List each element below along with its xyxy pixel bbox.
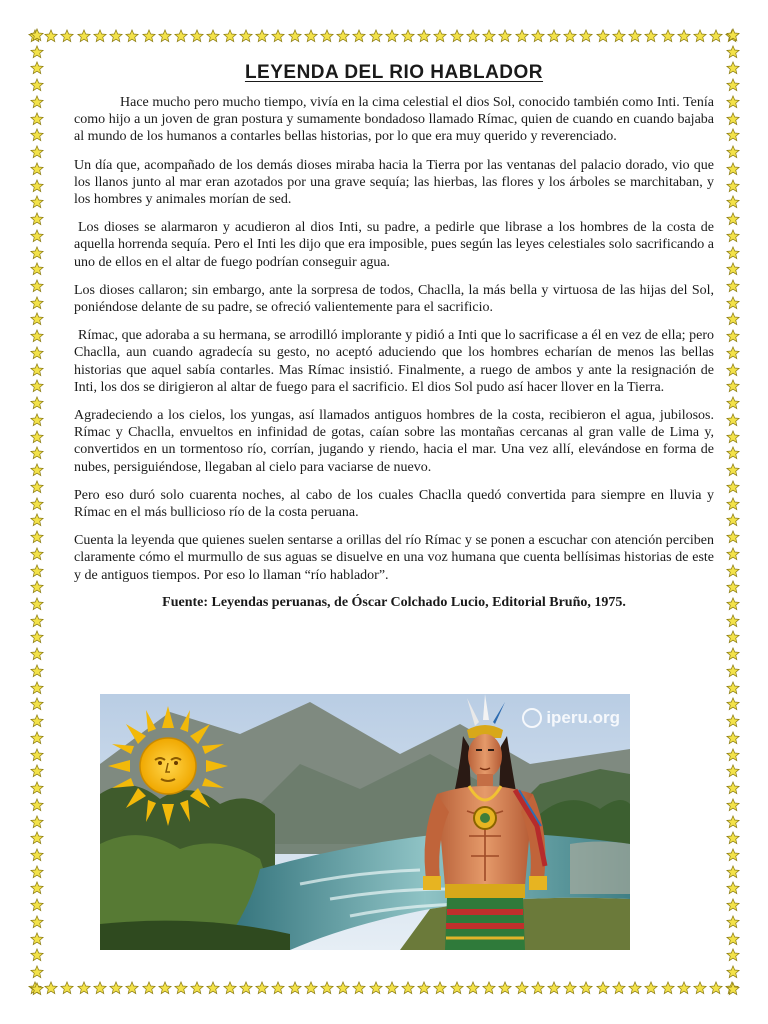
star-icon	[109, 29, 123, 43]
star-icon	[693, 981, 707, 995]
star-icon	[30, 112, 44, 126]
star-icon	[726, 748, 740, 762]
star-icon	[726, 630, 740, 644]
star-icon	[288, 981, 302, 995]
star-icon	[30, 346, 44, 360]
star-icon	[30, 630, 44, 644]
star-icon	[466, 981, 480, 995]
star-icon	[30, 530, 44, 544]
star-icon	[726, 463, 740, 477]
star-icon	[320, 981, 334, 995]
star-icon	[30, 781, 44, 795]
star-icon	[30, 815, 44, 829]
star-icon	[726, 681, 740, 695]
star-icon	[30, 597, 44, 611]
star-icon	[726, 580, 740, 594]
star-icon	[352, 981, 366, 995]
paragraph-5: Rímac, que adoraba a su hermana, se arrodilló implorante y pidió a Inti que lo sacrificase a él en vez de ella; pero Chaclla, aun cuando agradecía su gesto, no aceptó aduciendo que los hombres echarían de menos las bellas historias que aquel sabía contarles. Mas Rímac insistió. Finalmente, a ruego de ambos y ante la resignación de Inti, los dos se dirigieron al altar de fuego para el sacrificio. El dios Sol pudo así hacer llover en la Tierra.	[74, 328, 714, 395]
star-icon	[158, 981, 172, 995]
star-icon	[726, 865, 740, 879]
star-icon	[726, 798, 740, 812]
star-icon	[726, 61, 740, 75]
star-icon	[515, 29, 529, 43]
star-icon	[726, 547, 740, 561]
star-icon	[239, 29, 253, 43]
star-icon	[30, 179, 44, 193]
star-icon	[726, 530, 740, 544]
star-icon	[563, 981, 577, 995]
star-icon	[726, 246, 740, 260]
star-icon	[30, 697, 44, 711]
star-icon	[726, 396, 740, 410]
star-icon	[30, 647, 44, 661]
star-icon	[288, 29, 302, 43]
star-icon	[531, 29, 545, 43]
star-border-right	[722, 28, 744, 996]
star-icon	[30, 195, 44, 209]
star-icon	[726, 714, 740, 728]
star-icon	[304, 981, 318, 995]
star-icon	[174, 981, 188, 995]
star-icon	[336, 981, 350, 995]
star-icon	[190, 981, 204, 995]
star-icon	[30, 363, 44, 377]
star-icon	[726, 881, 740, 895]
star-icon	[726, 647, 740, 661]
star-icon	[336, 29, 350, 43]
star-icon	[30, 480, 44, 494]
star-icon	[30, 246, 44, 260]
star-icon	[482, 29, 496, 43]
star-icon	[30, 831, 44, 845]
star-icon	[239, 981, 253, 995]
star-icon	[30, 145, 44, 159]
star-icon	[726, 229, 740, 243]
iperu-watermark	[522, 708, 620, 728]
star-icon	[60, 981, 74, 995]
star-icon	[30, 915, 44, 929]
star-icon	[726, 480, 740, 494]
star-icon	[30, 614, 44, 628]
star-icon	[498, 29, 512, 43]
star-icon	[30, 162, 44, 176]
star-icon	[726, 982, 740, 996]
star-icon	[726, 614, 740, 628]
star-icon	[726, 329, 740, 343]
star-icon	[726, 262, 740, 276]
star-icon	[726, 162, 740, 176]
star-icon	[644, 29, 658, 43]
star-icon	[206, 981, 220, 995]
paragraph-3: Los dioses se alarmaron y acudieron al dios Inti, su padre, a pedirle que librase a los hombres de la costa de aquella horrenda sequía. Pero el Inti les dijo que era imposible, pues según las leyes celestiales solo sacrificando a uno de ellos en el altar de fuego podrían conseguir agua.	[74, 220, 714, 270]
star-icon	[255, 29, 269, 43]
star-icon	[30, 965, 44, 979]
star-icon	[30, 681, 44, 695]
rimac-river-illustration	[100, 694, 630, 950]
star-icon	[30, 212, 44, 226]
star-icon	[726, 78, 740, 92]
star-icon	[726, 212, 740, 226]
star-icon	[401, 29, 415, 43]
star-icon	[726, 497, 740, 511]
star-icon	[726, 296, 740, 310]
star-icon	[466, 29, 480, 43]
star-icon	[726, 346, 740, 360]
star-icon	[726, 848, 740, 862]
star-icon	[30, 128, 44, 142]
star-icon	[223, 981, 237, 995]
star-icon	[401, 981, 415, 995]
paragraph-8: Cuenta la leyenda que quienes suelen sentarse a orillas del río Rímac y se ponen a escuchar con atención perciben claramente cómo el murmullo de sus aguas se disuelve en una voz humana que cuenta bellísimas historias de este y de antiguos tiempos. Por eso lo llaman “río hablador”.	[74, 533, 714, 583]
star-icon	[726, 965, 740, 979]
star-icon	[515, 981, 529, 995]
star-icon	[30, 329, 44, 343]
star-icon	[30, 564, 44, 578]
star-icon	[30, 948, 44, 962]
paragraph-2: Un día que, acompañado de los demás dioses miraba hacia la Tierra por las ventanas del palacio dorado, vio que los llanos junto al mar eran azotados por una grave sequía; las hierbas, las flores y los árboles se marchitaban, y los hombres y animales morían de sed.	[74, 157, 714, 208]
star-icon	[482, 981, 496, 995]
illustration-scene	[100, 694, 630, 950]
star-icon	[450, 29, 464, 43]
paragraph-4: Los dioses callaron; sin embargo, ante la sorpresa de todos, Chaclla, la más bella y virtuosa de las hijas del Sol, poniéndose delante de su padre, se ofreció valientemente para el sacrificio.	[74, 282, 714, 316]
star-icon	[30, 279, 44, 293]
star-icon	[30, 28, 44, 42]
star-icon	[30, 848, 44, 862]
star-icon	[369, 981, 383, 995]
star-icon	[726, 564, 740, 578]
star-border-top	[28, 25, 740, 47]
star-icon	[726, 279, 740, 293]
star-icon	[612, 29, 626, 43]
star-icon	[726, 731, 740, 745]
star-icon	[726, 363, 740, 377]
star-icon	[30, 664, 44, 678]
star-icon	[726, 430, 740, 444]
star-icon	[142, 981, 156, 995]
star-icon	[93, 981, 107, 995]
star-icon	[30, 547, 44, 561]
star-icon	[77, 981, 91, 995]
star-icon	[563, 29, 577, 43]
star-icon	[30, 396, 44, 410]
star-icon	[433, 981, 447, 995]
star-icon	[726, 446, 740, 460]
star-icon	[30, 865, 44, 879]
star-icon	[30, 379, 44, 393]
star-icon	[30, 312, 44, 326]
star-icon	[174, 29, 188, 43]
star-icon	[596, 981, 610, 995]
star-icon	[30, 446, 44, 460]
star-icon	[677, 29, 691, 43]
star-icon	[579, 981, 593, 995]
star-icon	[352, 29, 366, 43]
star-border-bottom	[28, 977, 740, 999]
star-icon	[661, 981, 675, 995]
star-icon	[726, 664, 740, 678]
paragraph-1: Hace mucho pero mucho tiempo, vivía en la cima celestial el dios Sol, conocido también como Inti. Tenía como hijo a un joven de gran postura y sumamente bondadoso llamado Rímac, quien de cuando en cuando bajaba al mundo de los humanos a contarles bellas historias, por lo que era muy querido y reverenciado.	[74, 95, 714, 145]
paragraph-6: Agradeciendo a los cielos, los yungas, así llamados antiguos hombres de la costa, recibieron el agua, jubilosos. Rímac y Chaclla, envueltos en infinidad de gotas, caían sobre las montañas cercanas al gran valle de Lima y, convertidos en un tormentoso río, corrían, jugando y riendo, hacia el mar. Una vez allí, elevándose en forma de nubes, persiguiéndose, llegaban al cielo para vaciarse de nuevo.	[74, 408, 714, 475]
iperu-logo-icon	[522, 708, 542, 728]
star-icon	[30, 881, 44, 895]
star-icon	[726, 781, 740, 795]
star-icon	[30, 430, 44, 444]
star-icon	[30, 898, 44, 912]
star-icon	[726, 145, 740, 159]
star-icon	[93, 29, 107, 43]
star-icon	[726, 379, 740, 393]
star-icon	[385, 981, 399, 995]
star-icon	[125, 981, 139, 995]
star-icon	[726, 95, 740, 109]
star-icon	[30, 748, 44, 762]
star-icon	[30, 798, 44, 812]
star-icon	[30, 982, 44, 996]
star-icon	[271, 29, 285, 43]
star-icon	[30, 580, 44, 594]
star-icon	[726, 28, 740, 42]
star-icon	[30, 463, 44, 477]
document-body	[74, 62, 714, 611]
star-icon	[726, 915, 740, 929]
star-icon	[531, 981, 545, 995]
star-icon	[726, 513, 740, 527]
star-icon	[726, 128, 740, 142]
star-icon	[30, 932, 44, 946]
star-icon	[304, 29, 318, 43]
star-icon	[77, 29, 91, 43]
star-icon	[30, 513, 44, 527]
star-icon	[30, 229, 44, 243]
star-icon	[60, 29, 74, 43]
star-icon	[547, 29, 561, 43]
star-icon	[726, 195, 740, 209]
star-icon	[693, 29, 707, 43]
star-icon	[726, 597, 740, 611]
star-icon	[417, 29, 431, 43]
star-icon	[726, 932, 740, 946]
star-icon	[726, 112, 740, 126]
star-icon	[726, 764, 740, 778]
star-icon	[320, 29, 334, 43]
star-icon	[726, 697, 740, 711]
star-icon	[628, 981, 642, 995]
star-icon	[30, 61, 44, 75]
star-icon	[661, 29, 675, 43]
star-icon	[596, 29, 610, 43]
star-icon	[30, 497, 44, 511]
star-icon	[726, 948, 740, 962]
star-icon	[726, 312, 740, 326]
star-icon	[726, 815, 740, 829]
star-icon	[450, 981, 464, 995]
star-icon	[30, 78, 44, 92]
star-icon	[726, 413, 740, 427]
star-icon	[498, 981, 512, 995]
star-icon	[30, 95, 44, 109]
star-border-left	[26, 28, 48, 996]
star-icon	[158, 29, 172, 43]
paragraph-7: Pero eso duró solo cuarenta noches, al cabo de los cuales Chaclla quedó convertida para siempre en lluvia y Rímac en el más bullicioso río de la costa peruana.	[74, 487, 714, 521]
sun-face-icon	[108, 706, 228, 826]
star-icon	[30, 764, 44, 778]
star-icon	[612, 981, 626, 995]
star-icon	[109, 981, 123, 995]
star-icon	[579, 29, 593, 43]
star-icon	[223, 29, 237, 43]
source-citation: Fuente: Leyendas peruanas, de Óscar Colchado Lucio, Editorial Bruño, 1975.	[162, 594, 626, 610]
star-icon	[271, 981, 285, 995]
star-icon	[142, 29, 156, 43]
star-icon	[206, 29, 220, 43]
star-icon	[125, 29, 139, 43]
watermark-text: iperu.org	[546, 708, 620, 727]
document-title: LEYENDA DEL RIO HABLADOR	[244, 62, 544, 83]
star-icon	[628, 29, 642, 43]
star-icon	[30, 45, 44, 59]
star-icon	[30, 262, 44, 276]
star-icon	[726, 831, 740, 845]
star-icon	[417, 981, 431, 995]
star-icon	[726, 898, 740, 912]
star-icon	[547, 981, 561, 995]
star-icon	[30, 296, 44, 310]
star-icon	[726, 45, 740, 59]
star-icon	[433, 29, 447, 43]
star-icon	[30, 714, 44, 728]
star-icon	[369, 29, 383, 43]
star-icon	[190, 29, 204, 43]
star-icon	[255, 981, 269, 995]
star-icon	[30, 731, 44, 745]
star-icon	[677, 981, 691, 995]
star-icon	[30, 413, 44, 427]
star-icon	[644, 981, 658, 995]
star-icon	[385, 29, 399, 43]
star-icon	[726, 179, 740, 193]
